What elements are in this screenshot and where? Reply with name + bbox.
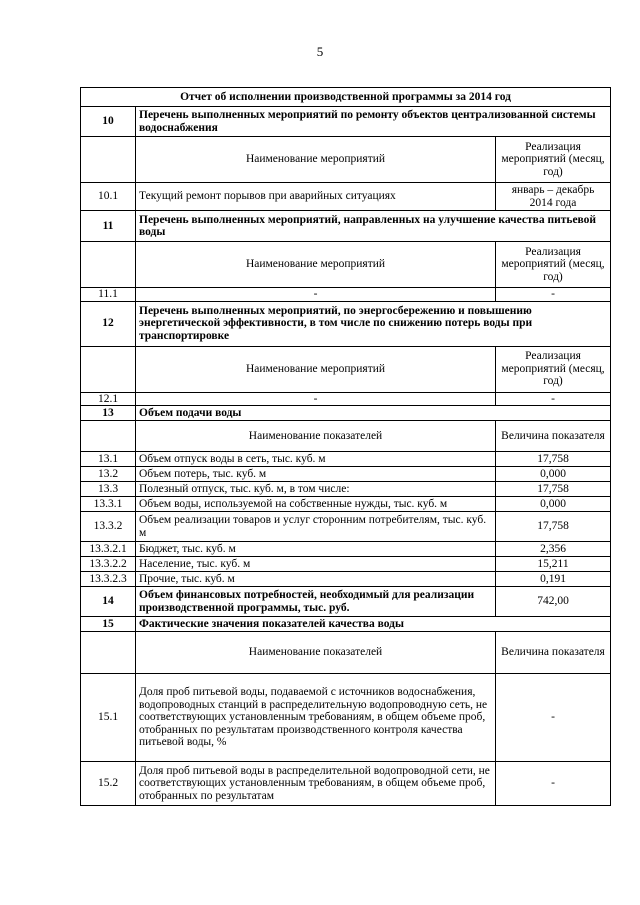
section-title: Перечень выполненных мероприятий, по энергосбережению и повышению энергетической эффективности, в том числе по снижению потерь воды при транспортировке xyxy=(136,301,611,346)
table-row xyxy=(81,762,611,806)
row-value: 17,758 xyxy=(496,512,611,542)
row-value: 742,00 xyxy=(496,587,611,617)
column-header-row xyxy=(81,242,611,288)
section-12-row xyxy=(81,301,611,346)
column-header-row xyxy=(81,137,611,183)
indicators-name-header: Наименование показателей xyxy=(136,421,496,452)
row-value: - xyxy=(496,288,611,302)
row-number: 13.3.2.1 xyxy=(81,542,136,557)
section-title: Перечень выполненных мероприятий, направленных на улучшение качества питьевой воды xyxy=(136,211,611,242)
row-name: - xyxy=(136,288,496,302)
implementation-header: Реализация мероприятий (месяц, год) xyxy=(496,242,611,288)
row-name: Полезный отпуск, тыс. куб. м, в том числе: xyxy=(136,482,496,497)
row-name: Объем реализации товаров и услуг сторонним потребителям, тыс. куб. м xyxy=(136,512,496,542)
table-row xyxy=(81,674,611,762)
row-value: - xyxy=(496,674,611,762)
row-value: 17,758 xyxy=(496,482,611,497)
row-number: 11.1 xyxy=(81,288,136,302)
row-value: - xyxy=(496,762,611,806)
section-number: 15 xyxy=(81,617,136,632)
page-number: 5 xyxy=(316,44,324,59)
table-row xyxy=(81,288,611,302)
row-number: 13.3.2.2 xyxy=(81,557,136,572)
section-13-row xyxy=(81,406,611,421)
section-title: Объем финансовых потребностей, необходимый для реализации производственной программы, тыс. руб. xyxy=(136,587,496,617)
title-row xyxy=(81,88,611,107)
section-title: Фактические значения показателей качества воды xyxy=(136,617,611,632)
row-value: 15,211 xyxy=(496,557,611,572)
section-title: Перечень выполненных мероприятий по ремонту объектов централизованной системы водоснабжения xyxy=(136,107,611,137)
table-row xyxy=(81,497,611,512)
section-number: 13 xyxy=(81,406,136,421)
row-value: 0,000 xyxy=(496,467,611,482)
report-title: Отчет об исполнении производственной программы за 2014 год xyxy=(81,88,611,107)
row-number: 12.1 xyxy=(81,392,136,406)
implementation-header: Реализация мероприятий (месяц, год) xyxy=(496,346,611,392)
table-row xyxy=(81,512,611,542)
row-name: Доля проб питьевой воды в распределительной водопроводной сети, не соответствующих установленным требованиям, в общем объеме проб, отобранных по результатам xyxy=(136,762,496,806)
section-11-row xyxy=(81,211,611,242)
row-number: 10.1 xyxy=(81,183,136,211)
row-value: 2,356 xyxy=(496,542,611,557)
row-number: 13.3 xyxy=(81,482,136,497)
indicators-name-header: Наименование показателей xyxy=(136,632,496,674)
row-value: 17,758 xyxy=(496,452,611,467)
measures-name-header: Наименование мероприятий xyxy=(136,346,496,392)
section-number: 14 xyxy=(81,587,136,617)
measures-name-header: Наименование мероприятий xyxy=(136,137,496,183)
indicator-value-header: Величина показателя xyxy=(496,421,611,452)
row-value: 0,000 xyxy=(496,497,611,512)
row-name: Прочие, тыс. куб. м xyxy=(136,572,496,587)
section-number: 12 xyxy=(81,301,136,346)
column-header-row xyxy=(81,346,611,392)
implementation-header: Реализация мероприятий (месяц, год) xyxy=(496,137,611,183)
row-name: Текущий ремонт порывов при аварийных ситуациях xyxy=(136,183,496,211)
row-number: 13.2 xyxy=(81,467,136,482)
row-value: январь – декабрь 2014 года xyxy=(496,183,611,211)
row-number: 15.2 xyxy=(81,762,136,806)
row-name: Бюджет, тыс. куб. м xyxy=(136,542,496,557)
row-number: 13.3.2.3 xyxy=(81,572,136,587)
row-name: Доля проб питьевой воды, подаваемой с источников водоснабжения, водопроводных станций в распределительную водопроводную сеть, не соответствующих установленным требованиям, в общем объеме проб, отобранных по результатам производственного контроля качества питьевой воды, % xyxy=(136,674,496,762)
row-name: Население, тыс. куб. м xyxy=(136,557,496,572)
table-row xyxy=(81,482,611,497)
row-number: 13.1 xyxy=(81,452,136,467)
section-number: 10 xyxy=(81,107,136,137)
column-header-row xyxy=(81,632,611,674)
table-row xyxy=(81,572,611,587)
row-name: - xyxy=(136,392,496,406)
table-row xyxy=(81,392,611,406)
table-row xyxy=(81,467,611,482)
row-name: Объем воды, используемой на собственные нужды, тыс. куб. м xyxy=(136,497,496,512)
table-row xyxy=(81,452,611,467)
section-15-row xyxy=(81,617,611,632)
table-row xyxy=(81,557,611,572)
row-number: 13.3.2 xyxy=(81,512,136,542)
section-14-row xyxy=(81,587,611,617)
row-name: Объем отпуск воды в сеть, тыс. куб. м xyxy=(136,452,496,467)
row-name: Объем потерь, тыс. куб. м xyxy=(136,467,496,482)
report-table xyxy=(80,87,611,806)
indicator-value-header: Величина показателя xyxy=(496,632,611,674)
table-row xyxy=(81,183,611,211)
row-number: 15.1 xyxy=(81,674,136,762)
section-title: Объем подачи воды xyxy=(136,406,611,421)
row-value: 0,191 xyxy=(496,572,611,587)
measures-name-header: Наименование мероприятий xyxy=(136,242,496,288)
section-number: 11 xyxy=(81,211,136,242)
column-header-row xyxy=(81,421,611,452)
row-value: - xyxy=(496,392,611,406)
row-number: 13.3.1 xyxy=(81,497,136,512)
section-10-row xyxy=(81,107,611,137)
table-row xyxy=(81,542,611,557)
